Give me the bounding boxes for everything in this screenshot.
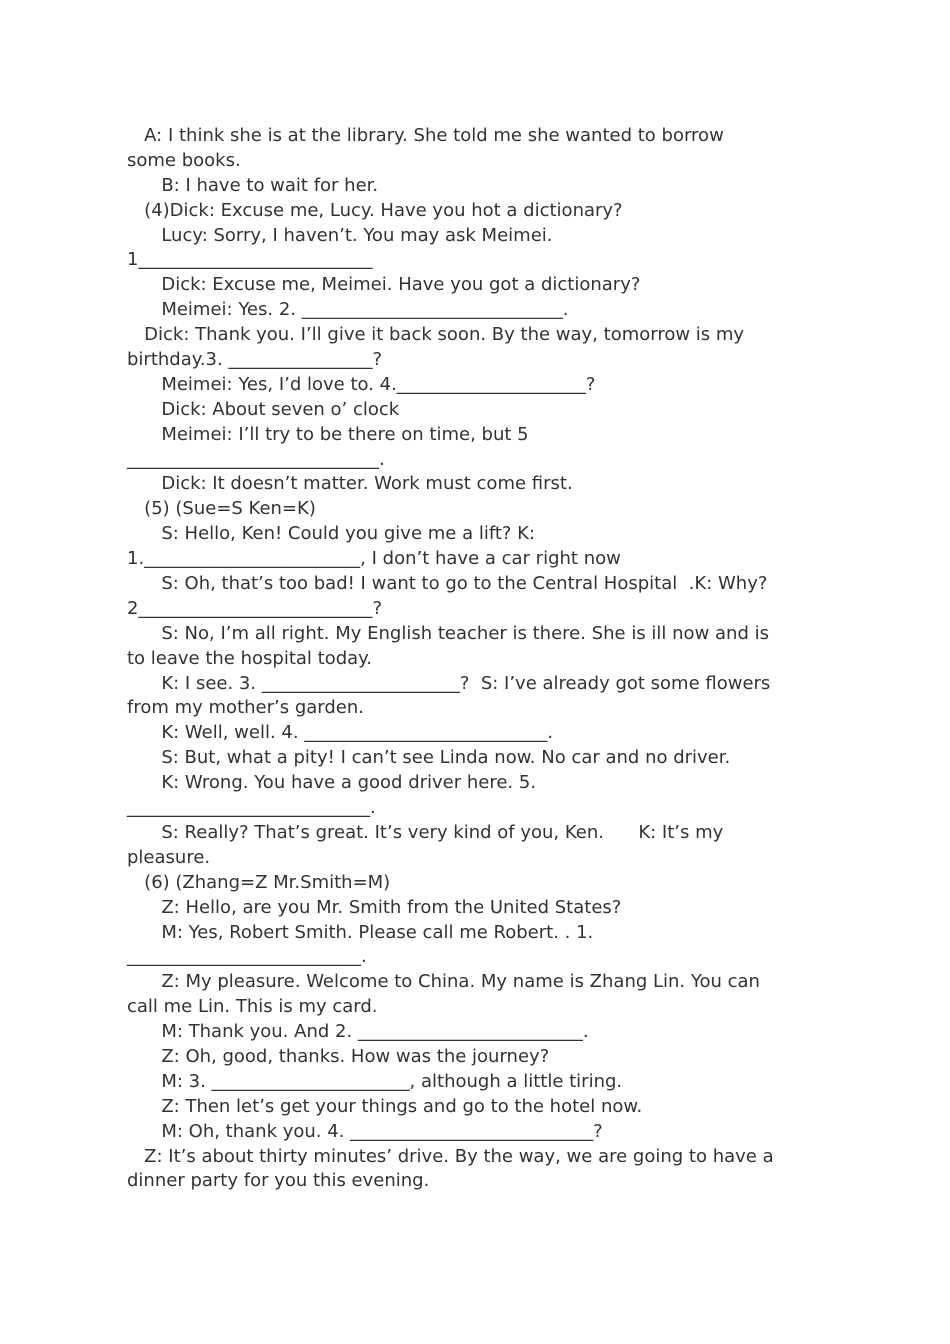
text-line: S: Really? That’s great. It’s very kind of you, Ken. K: It’s my (127, 821, 724, 843)
text-line: M: Thank you. And 2. _________________________. (127, 1021, 589, 1043)
text-line: some books. (127, 149, 241, 171)
text-line: S: No, I’m all right. My English teacher is there. She is ill now and is (127, 622, 769, 644)
text-line: birthday.3. ________________? (127, 349, 383, 371)
text-line: Z: My pleasure. Welcome to China. My name is Zhang Lin. You can (127, 971, 760, 993)
text-line: Meimei: I’ll try to be there on time, but 5 (127, 423, 529, 445)
document-body (127, 124, 827, 1194)
text-line: M: Oh, thank you. 4. ___________________________? (127, 1120, 603, 1142)
text-line: 1.________________________, I don’t have a car right now (127, 548, 621, 570)
text-line: ___________________________. (127, 797, 376, 819)
text-line: M: 3. ______________________, although a little tiring. (127, 1070, 623, 1092)
text-line: Dick: It doesn’t matter. Work must come first. (127, 473, 573, 495)
text-line: S: Hello, Ken! Could you give me a lift? K: (127, 523, 536, 545)
text-line: 2__________________________? (127, 597, 383, 619)
text-line: call me Lin. This is my card. (127, 996, 378, 1018)
text-line: Z: Hello, are you Mr. Smith from the United States? (127, 896, 622, 918)
text-line: dinner party for you this evening. (127, 1170, 430, 1192)
text-line: 1__________________________ (127, 249, 373, 271)
text-line: B: I have to wait for her. (127, 174, 379, 196)
text-line: Lucy: Sorry, I haven’t. You may ask Meimei. (127, 224, 553, 246)
text-line: to leave the hospital today. (127, 647, 372, 669)
text-line: K: I see. 3. ______________________? S: I’ve already got some flowers (127, 672, 771, 694)
text-line: S: Oh, that’s too bad! I want to go to the Central Hospital .K: Why? (127, 573, 768, 595)
text-line: (5) (Sue=S Ken=K) (127, 498, 316, 520)
text-line: S: But, what a pity! I can’t see Linda now. No car and no driver. (127, 747, 731, 769)
text-line: (4)Dick: Excuse me, Lucy. Have you hot a dictionary? (127, 199, 623, 221)
text-line: K: Wrong. You have a good driver here. 5. (127, 772, 537, 794)
text-line: Z: Oh, good, thanks. How was the journey? (127, 1045, 550, 1067)
text-line: Dick: Thank you. I’ll give it back soon. By the way, tomorrow is my (127, 324, 745, 346)
text-line: Z: It’s about thirty minutes’ drive. By the way, we are going to have a (127, 1145, 774, 1167)
text-line: K: Well, well. 4. ___________________________. (127, 722, 554, 744)
text-line: (6) (Zhang=Z Mr.Smith=M) (127, 871, 391, 893)
text-line: A: I think she is at the library. She told me she wanted to borrow (127, 125, 724, 146)
text-line: from my mother’s garden. (127, 697, 364, 719)
text-line: Meimei: Yes, I’d love to. 4._____________________? (127, 373, 596, 395)
text-line: Dick: About seven o’ clock (127, 398, 400, 420)
text-line: pleasure. (127, 846, 211, 868)
text-line: M: Yes, Robert Smith. Please call me Robert. . 1. (127, 921, 594, 943)
text-line: Meimei: Yes. 2. _____________________________. (127, 299, 569, 321)
text-line: ____________________________. (127, 448, 385, 470)
text-line: Z: Then let’s get your things and go to the hotel now. (127, 1095, 643, 1117)
text-line: Dick: Excuse me, Meimei. Have you got a dictionary? (127, 274, 641, 296)
text-line: __________________________. (127, 946, 367, 968)
